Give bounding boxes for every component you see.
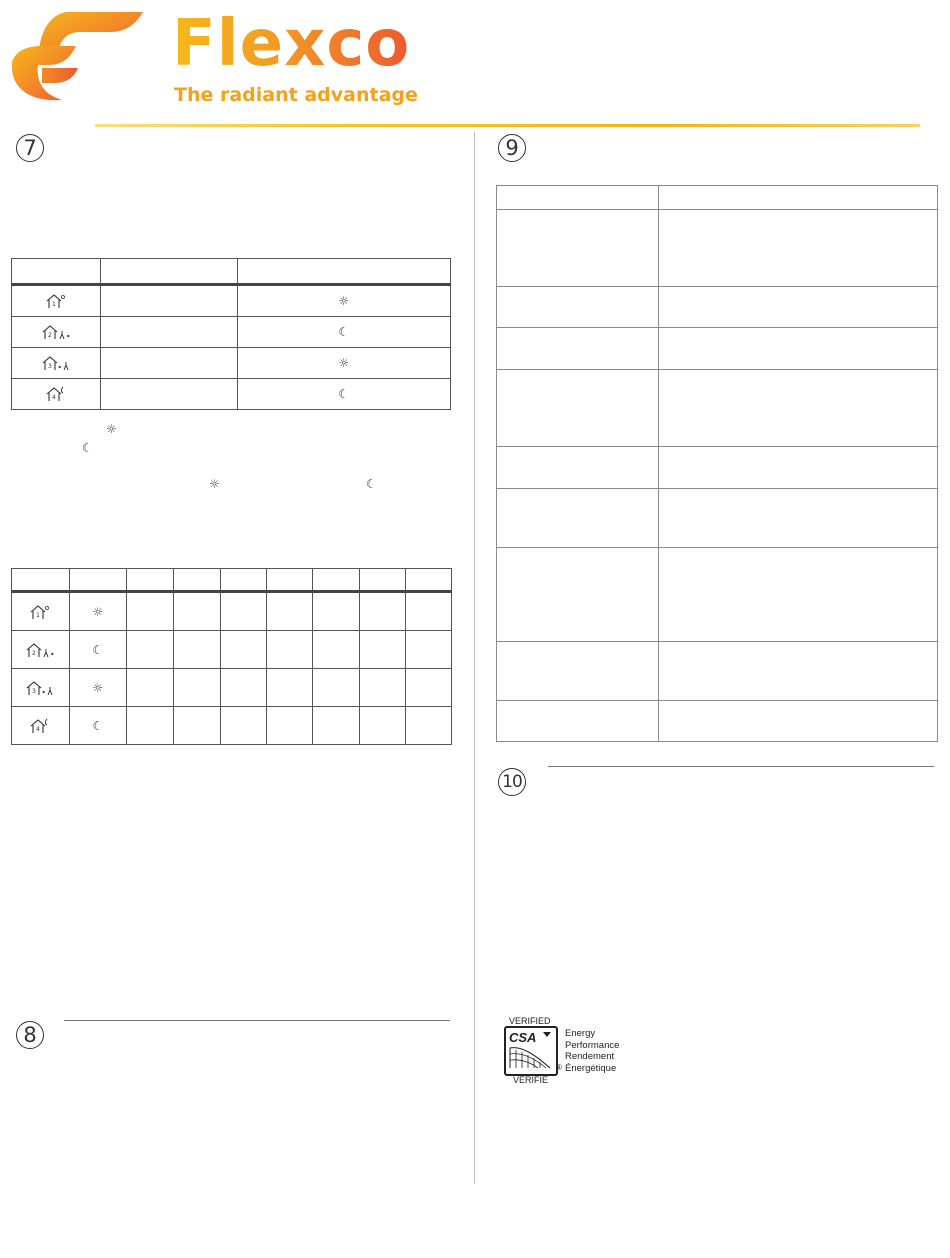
table-row — [497, 210, 938, 287]
svg-text:4: 4 — [51, 394, 56, 401]
table-cell — [658, 447, 937, 489]
home-sleep-icon — [45, 386, 67, 402]
sun-icon: ☼ — [92, 680, 104, 695]
sun-icon: ☼ — [106, 422, 117, 436]
table-row — [12, 669, 452, 707]
svg-text:3: 3 — [47, 363, 52, 370]
sun-icon: ☼ — [338, 294, 350, 308]
table-cell — [100, 285, 237, 317]
return-home-icon — [25, 680, 55, 696]
table-cell — [658, 642, 937, 701]
csa-verified-label: VERIFIED — [509, 1016, 551, 1026]
table-cell — [220, 592, 267, 631]
table-cell — [406, 631, 452, 669]
table-cell — [220, 669, 267, 707]
section-divider — [548, 766, 934, 767]
home-sleep-icon — [29, 718, 51, 734]
table-row — [12, 285, 451, 317]
table-cell — [313, 669, 360, 707]
table-cell — [658, 186, 937, 210]
csa-line: Énergétique — [565, 1062, 617, 1074]
csa-verifie-label: VÉRIFIÉ — [513, 1075, 549, 1085]
table-cell — [497, 489, 659, 548]
leave-home-icon — [41, 324, 71, 340]
table-cell — [406, 669, 452, 707]
table-cell — [267, 707, 313, 745]
table-cell — [267, 592, 313, 631]
table-cell — [100, 259, 237, 285]
table-cell — [237, 348, 451, 379]
table-cell — [12, 259, 101, 285]
table-cell — [12, 285, 101, 317]
table-cell — [497, 287, 659, 328]
table-cell — [313, 569, 360, 592]
table-row — [497, 701, 938, 742]
table-cell — [497, 370, 659, 447]
leave-home-icon — [25, 642, 55, 658]
home-wake-icon — [29, 604, 51, 620]
moon-icon: ☾ — [92, 718, 104, 733]
table-row — [12, 379, 451, 410]
flexco-logo-icon — [8, 10, 148, 105]
csa-line: Rendement — [565, 1051, 615, 1062]
svg-text:2: 2 — [32, 649, 37, 657]
table-header-row — [12, 259, 451, 285]
moon-icon: ☾ — [338, 325, 350, 339]
table-cell — [12, 631, 70, 669]
schedule-table — [11, 258, 451, 410]
table-cell — [173, 707, 220, 745]
table-cell — [12, 669, 70, 707]
table-cell — [497, 701, 659, 742]
brand-name: Flexco — [172, 4, 410, 84]
csa-mark: CSA — [509, 1030, 537, 1045]
sun-icon: ☼ — [92, 604, 104, 619]
table-cell — [69, 592, 126, 631]
table-row — [12, 317, 451, 348]
table-cell — [267, 631, 313, 669]
sun-icon: ☼ — [209, 477, 220, 491]
table-cell — [497, 186, 659, 210]
table-cell — [69, 569, 126, 592]
home-wake-icon — [45, 293, 67, 309]
table-cell — [12, 348, 101, 379]
table-cell — [237, 285, 451, 317]
svg-text:1: 1 — [36, 611, 41, 619]
table-row — [12, 348, 451, 379]
table-cell — [267, 569, 313, 592]
table-cell — [497, 210, 659, 287]
table-row — [497, 642, 938, 701]
table-cell — [100, 379, 237, 410]
section-number-7: 7 — [16, 134, 44, 162]
table-row — [497, 548, 938, 642]
svg-text:3: 3 — [32, 687, 37, 695]
table-cell — [173, 631, 220, 669]
table-cell — [658, 489, 937, 548]
section-number-8: 8 — [16, 1021, 44, 1049]
table-cell — [12, 569, 70, 592]
brand-tagline: The radiant advantage — [174, 84, 418, 106]
table-row — [497, 370, 938, 447]
table-cell — [126, 569, 173, 592]
table-cell — [173, 669, 220, 707]
table-cell — [100, 317, 237, 348]
table-cell — [12, 592, 70, 631]
registered-mark: ® — [556, 1063, 562, 1072]
table-cell — [497, 642, 659, 701]
table-cell — [220, 631, 267, 669]
table-cell — [126, 592, 173, 631]
table-cell — [237, 379, 451, 410]
section-number-10: 10 — [498, 768, 526, 796]
table-cell — [126, 707, 173, 745]
header-divider — [95, 124, 920, 127]
table-cell — [406, 592, 452, 631]
table-cell — [406, 707, 452, 745]
table-cell — [12, 379, 101, 410]
table-cell — [497, 447, 659, 489]
table-row — [497, 287, 938, 328]
table-cell — [267, 669, 313, 707]
table-cell — [497, 328, 659, 370]
weekly-schedule-table — [11, 568, 452, 745]
csa-line: Energy — [565, 1028, 596, 1039]
table-row — [497, 489, 938, 548]
table-cell — [126, 669, 173, 707]
table-row — [497, 328, 938, 370]
csa-line: Performance — [565, 1039, 620, 1051]
sun-icon: ☼ — [338, 356, 350, 370]
table-cell — [313, 631, 360, 669]
table-cell — [360, 569, 406, 592]
troubleshooting-table — [496, 185, 938, 742]
svg-text:2: 2 — [47, 332, 52, 339]
table-cell — [69, 707, 126, 745]
table-cell — [173, 569, 220, 592]
table-cell — [658, 328, 937, 370]
table-cell — [237, 317, 451, 348]
table-cell — [658, 210, 937, 287]
svg-text:1: 1 — [51, 301, 56, 308]
table-cell — [360, 631, 406, 669]
table-header-row — [497, 186, 938, 210]
column-divider — [474, 132, 475, 1184]
table-cell — [12, 317, 101, 348]
table-cell — [313, 707, 360, 745]
table-cell — [313, 592, 360, 631]
return-home-icon — [41, 355, 71, 371]
table-row — [497, 447, 938, 489]
table-cell — [658, 548, 937, 642]
moon-icon: ☾ — [82, 441, 93, 455]
table-cell — [360, 592, 406, 631]
table-cell — [69, 631, 126, 669]
table-cell — [658, 287, 937, 328]
section-divider — [64, 1020, 450, 1021]
table-cell — [173, 592, 220, 631]
table-cell — [497, 548, 659, 642]
table-cell — [360, 707, 406, 745]
table-cell — [126, 631, 173, 669]
table-cell — [406, 569, 452, 592]
table-row — [12, 592, 452, 631]
section-number-9: 9 — [498, 134, 526, 162]
moon-icon: ☾ — [92, 642, 104, 657]
svg-text:4: 4 — [36, 725, 41, 733]
moon-icon: ☾ — [366, 477, 377, 491]
moon-icon: ☾ — [338, 387, 350, 401]
table-cell — [237, 259, 451, 285]
table-row — [12, 631, 452, 669]
table-cell — [69, 669, 126, 707]
table-cell — [220, 569, 267, 592]
csa-logo-icon — [506, 1028, 554, 1072]
table-cell — [12, 707, 70, 745]
table-cell — [360, 669, 406, 707]
table-cell — [100, 348, 237, 379]
table-cell — [658, 701, 937, 742]
table-cell — [658, 370, 937, 447]
csa-energy-performance-text — [565, 1028, 619, 1074]
table-cell — [220, 707, 267, 745]
table-header-row — [12, 569, 452, 592]
table-row — [12, 707, 452, 745]
